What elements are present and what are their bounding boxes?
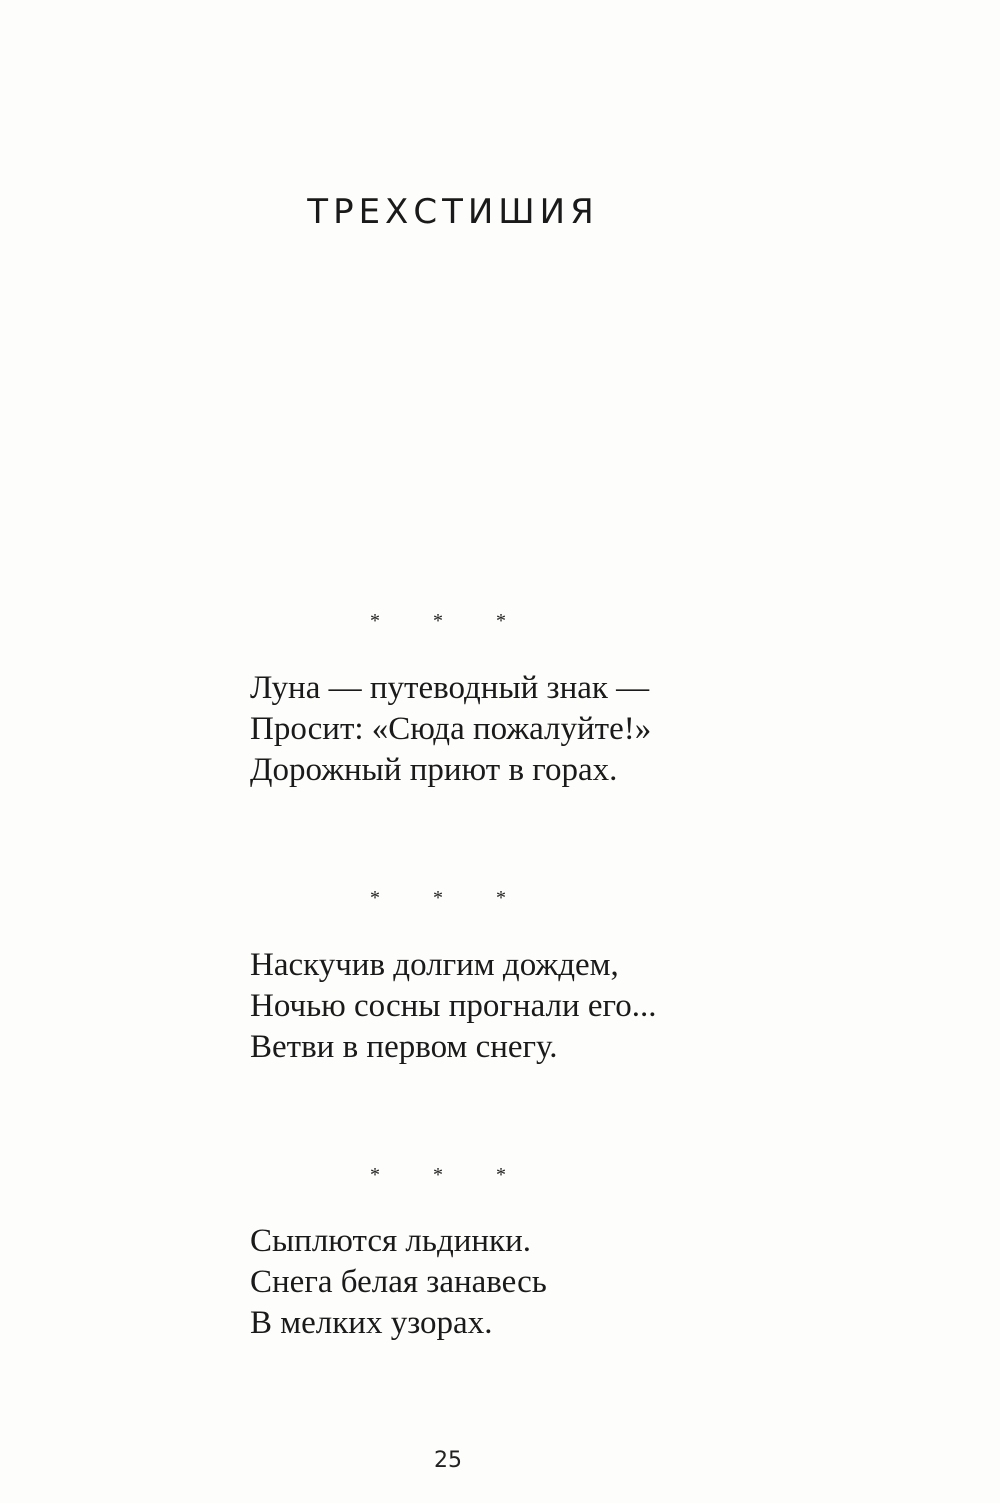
poem-line: Дорожный приют в горах.: [250, 752, 618, 788]
poem-line: Просит: «Сюда пожалуйте!»: [250, 711, 652, 747]
poem-stanza: [250, 668, 850, 791]
asterism-divider: * * *: [370, 610, 530, 632]
page-number: 25: [434, 1448, 462, 1473]
poem-line: Снега белая занавесь: [250, 1264, 547, 1300]
poem-stanza: [250, 945, 850, 1068]
asterism-divider: * * *: [370, 887, 530, 909]
page-title: ТРЕХСТИШИЯ: [307, 192, 599, 232]
poem-line: Ветви в первом снегу.: [250, 1029, 558, 1065]
poem-line: Ночью сосны прогнали его...: [250, 988, 657, 1024]
poem-line: В мелких узорах.: [250, 1305, 493, 1341]
poem-line: Сыплются льдинки.: [250, 1223, 531, 1259]
poem-line: Наскучив долгим дождем,: [250, 947, 619, 983]
poem-line: Луна — путеводный знак —: [250, 670, 650, 706]
asterism-divider: * * *: [370, 1164, 530, 1186]
poem-stanza: [250, 1221, 850, 1344]
